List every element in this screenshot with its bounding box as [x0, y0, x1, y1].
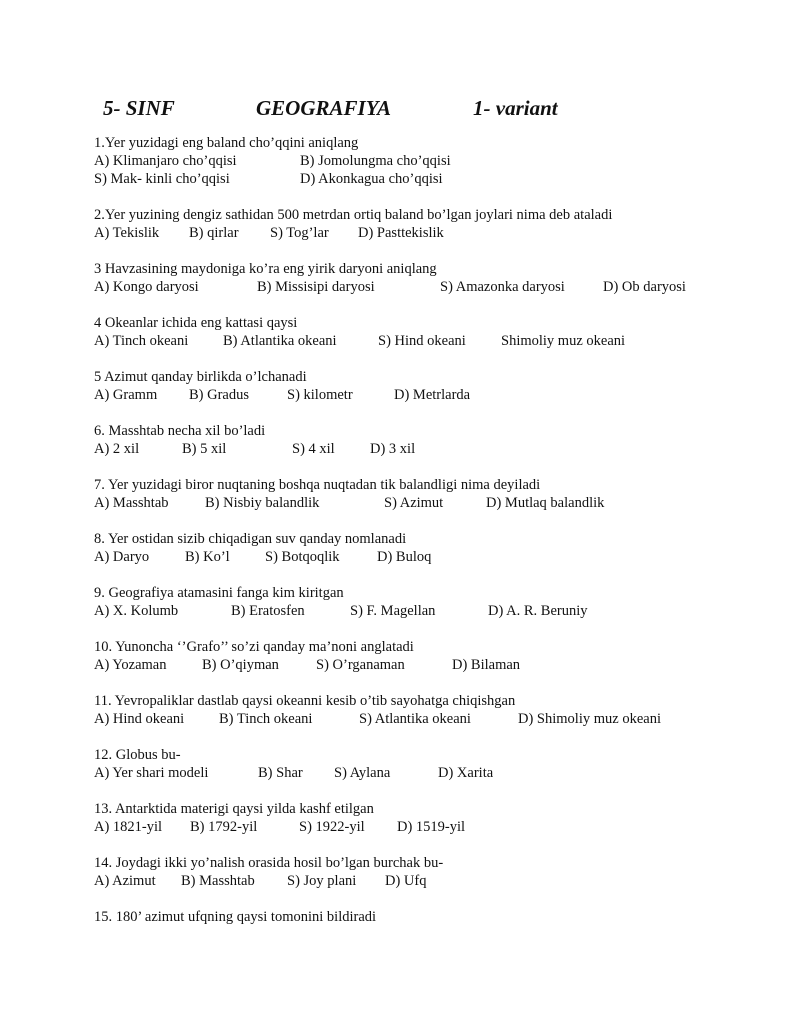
question-6 — [94, 422, 734, 458]
question-1 — [94, 134, 734, 188]
answer-option: B) Jomolungma cho’qqisi — [300, 153, 451, 169]
answer-option: Shimoliy muz okeani — [501, 333, 626, 349]
answer-option: A) 1821-yil — [94, 819, 163, 835]
question-text: 4 Okeanlar ichida eng kattasi qaysi — [94, 315, 298, 331]
answer-option: A) Masshtab — [94, 495, 169, 511]
answer-option: S) 1922-yil — [299, 819, 365, 835]
answer-row — [94, 278, 734, 296]
question-14 — [94, 854, 734, 890]
answer-row — [94, 494, 734, 512]
answer-option: A) Gramm — [94, 387, 158, 403]
answer-row — [94, 602, 734, 620]
question-text: 11. Yevropaliklar dastlab qaysi okeanni kesib o’tib sayohatga chiqishgan — [94, 693, 516, 709]
answer-option: A) X. Kolumb — [94, 603, 179, 619]
question-15 — [94, 908, 734, 926]
answer-option: A) Azimut — [94, 873, 156, 889]
answer-option: A) Daryo — [94, 549, 150, 565]
question-text: 13. Antarktida materigi qaysi yilda kashf etilgan — [94, 801, 374, 817]
answer-option: B) 5 xil — [182, 441, 227, 457]
question-10 — [94, 638, 734, 674]
test-title — [0, 96, 800, 122]
question-13 — [94, 800, 734, 836]
answer-row — [94, 548, 734, 566]
answer-option: D) Metrlarda — [394, 387, 471, 403]
answer-row — [94, 440, 734, 458]
answer-option: B) O’qiyman — [202, 657, 279, 673]
question-text: 7. Yer yuzidagi biror nuqtaning boshqa nuqtadan tik balandligi nima deyiladi — [94, 477, 541, 493]
answer-option: B) Tinch okeani — [219, 711, 313, 727]
answer-option: A) Tekislik — [94, 225, 160, 241]
question-9 — [94, 584, 734, 620]
question-text: 6. Masshtab necha xil bo’ladi — [94, 423, 266, 439]
answer-row — [94, 818, 734, 836]
answer-option: D) A. R. Beruniy — [488, 603, 588, 619]
question-text: 12. Globus bu- — [94, 747, 181, 763]
answer-row — [94, 386, 734, 404]
question-text: 15. 180’ azimut ufqning qaysi tomonini bildiradi — [94, 909, 377, 925]
question-text: 3 Havzasining maydoniga ko’ra eng yirik daryoni aniqlang — [94, 261, 437, 277]
answer-option: D) Shimoliy muz okeani — [518, 711, 661, 727]
answer-option: S) kilometr — [287, 387, 353, 403]
answer-row — [94, 332, 734, 350]
question-2 — [94, 206, 734, 242]
answer-option: A) Yer shari modeli — [94, 765, 209, 781]
answer-option: D) Xarita — [438, 765, 494, 781]
question-text: 10. Yunoncha ‘’Grafo’’ so’zi qanday ma’noni anglatadi — [94, 639, 414, 655]
answer-option: B) Missisipi daryosi — [257, 279, 375, 295]
answer-option: S) F. Magellan — [350, 603, 436, 619]
answer-option: S) Tog’lar — [270, 225, 329, 241]
variant-label: 1- variant — [473, 96, 558, 120]
answer-option: S) Atlantika okeani — [359, 711, 471, 727]
answer-option: A) Hind okeani — [94, 711, 185, 727]
answer-option: D) 1519-yil — [397, 819, 466, 835]
answer-option: A) Tinch okeani — [94, 333, 189, 349]
answer-option: D) Bilaman — [452, 657, 521, 673]
answer-option: S) 4 xil — [292, 441, 335, 457]
answer-option: D) 3 xil — [370, 441, 416, 457]
answer-option: S) Mak- kinli cho’qqisi — [94, 171, 230, 187]
answer-option: S) Botqoqlik — [265, 549, 340, 565]
answer-option: B) Shar — [258, 765, 303, 781]
question-4 — [94, 314, 734, 350]
question-5 — [94, 368, 734, 404]
answer-option: S) Joy plani — [287, 873, 357, 889]
answer-option: B) Atlantika okeani — [223, 333, 337, 349]
answer-option: D) Ob daryosi — [603, 279, 686, 295]
question-11 — [94, 692, 734, 728]
answer-option: B) Ko’l — [185, 549, 230, 565]
answer-row — [94, 656, 734, 674]
grade-label: 5- SINF — [103, 96, 175, 120]
question-text: 9. Geografiya atamasini fanga kim kiritgan — [94, 585, 344, 601]
question-text: 5 Azimut qanday birlikda o’lchanadi — [94, 369, 307, 385]
subject-label: GEOGRAFIYA — [256, 96, 391, 120]
question-text: 2.Yer yuzining dengiz sathidan 500 metrdan ortiq baland bo’lgan joylari nima deb ataladi — [94, 207, 613, 223]
answer-option: A) Klimanjaro cho’qqisi — [94, 153, 237, 169]
answer-option: A) Kongo daryosi — [94, 279, 199, 295]
answer-row — [94, 710, 734, 728]
answer-option: D) Mutlaq balandlik — [486, 495, 605, 511]
answer-option: B) Eratosfen — [231, 603, 305, 619]
answer-option: D) Pasttekislik — [358, 225, 444, 241]
question-3 — [94, 260, 734, 296]
answer-option: B) Nisbiy balandlik — [205, 495, 320, 511]
question-text: 8. Yer ostidan sizib chiqadigan suv qanday nomlanadi — [94, 531, 407, 547]
answer-option: D) Akonkagua cho’qqisi — [300, 171, 443, 187]
answer-row — [94, 152, 734, 170]
question-text: 1.Yer yuzidagi eng baland cho’qqini aniqlang — [94, 135, 359, 151]
answer-option: A) 2 xil — [94, 441, 140, 457]
answer-option: D) Buloq — [377, 549, 432, 565]
answer-option: S) Aylana — [334, 765, 391, 781]
question-12 — [94, 746, 734, 782]
question-8 — [94, 530, 734, 566]
answer-option: S) Hind okeani — [378, 333, 466, 349]
answer-row — [94, 224, 734, 242]
answer-option: A) Yozaman — [94, 657, 167, 673]
answer-option: B) 1792-yil — [190, 819, 258, 835]
question-7 — [94, 476, 734, 512]
answer-option: B) Gradus — [189, 387, 250, 403]
answer-option: S) Amazonka daryosi — [440, 279, 565, 295]
answer-option: S) O’rganaman — [316, 657, 405, 673]
answer-row — [94, 170, 734, 188]
answer-option: B) Masshtab — [181, 873, 255, 889]
answer-option: B) qirlar — [189, 225, 239, 241]
answer-row — [94, 872, 734, 890]
answer-option: S) Azimut — [384, 495, 444, 511]
answer-option: D) Ufq — [385, 873, 427, 889]
question-text: 14. Joydagi ikki yo’nalish orasida hosil bo’lgan burchak bu- — [94, 855, 444, 871]
answer-row — [94, 764, 734, 782]
